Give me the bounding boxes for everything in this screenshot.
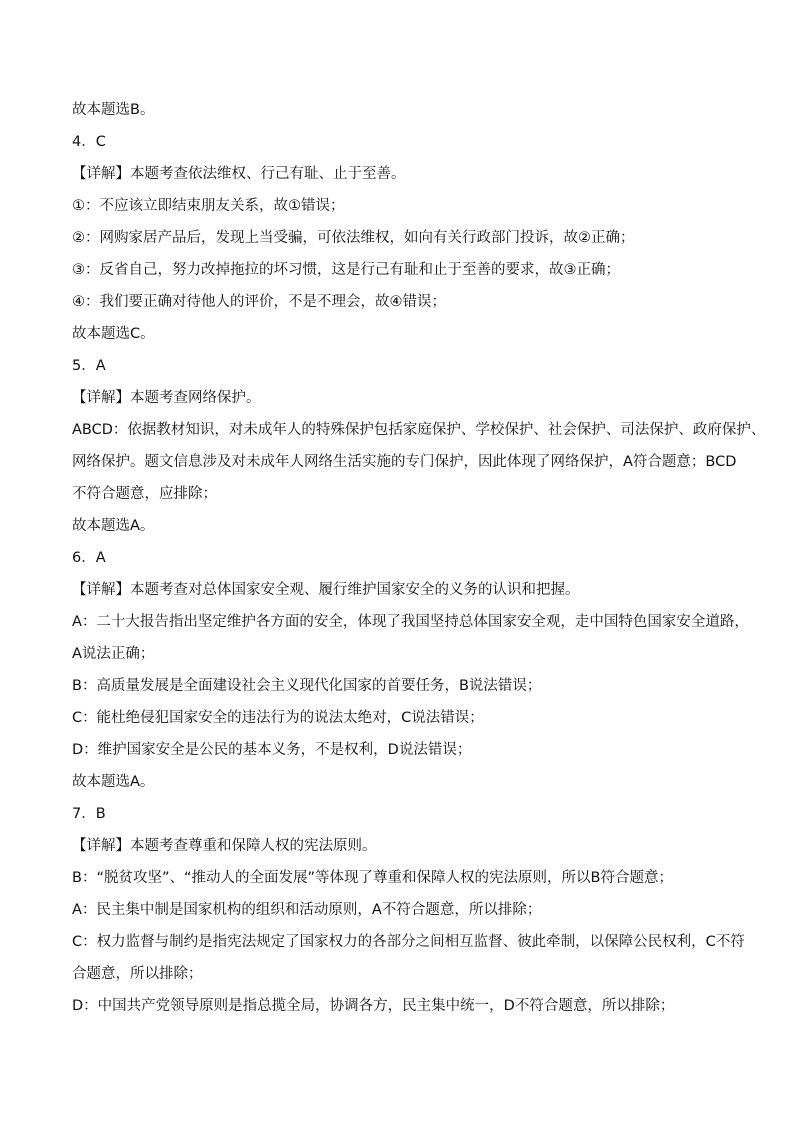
option-analysis: 网络保护。题文信息涉及对未成年人网络生活实施的专门保护，因此体现了网络保护，A符合题意；BCD bbox=[72, 454, 737, 470]
answer-conclusion: 故本题选B。 bbox=[72, 102, 155, 118]
option-analysis: A：二十大报告指出坚定维护各方面的安全，体现了我国坚持总体国家安全观，走中国特色国家安全道路， bbox=[72, 614, 749, 630]
option-analysis: D：维护国家安全是公民的基本义务，不是权利，D说法错误； bbox=[72, 742, 472, 758]
option-analysis: D：中国共产党领导原则是指总揽全局，协调各方，民主集中统一，D不符合题意，所以排除； bbox=[72, 998, 675, 1014]
option-analysis: ABCD：依据教材知识，对未成年人的特殊保护包括家庭保护、学校保护、社会保护、司法保护、政府保护、 bbox=[72, 422, 766, 438]
option-analysis: 合题意，所以排除； bbox=[72, 966, 203, 982]
explanation-intro: 【详解】本题考查依法维权、行己有耻、止于至善。 bbox=[72, 166, 406, 182]
option-analysis: B：高质量发展是全面建设社会主义现代化国家的首要任务，B说法错误； bbox=[72, 678, 542, 694]
option-analysis: C：权力监督与制约是指宪法规定了国家权力的各部分之间相互监督、彼此牵制，以保障公民权利，C不符 bbox=[72, 934, 745, 950]
answer-conclusion: 故本题选A。 bbox=[72, 774, 155, 790]
answer-heading: 7．B bbox=[72, 806, 106, 822]
answer-conclusion: 故本题选A。 bbox=[72, 518, 155, 534]
explanation-intro: 【详解】本题考查尊重和保障人权的宪法原则。 bbox=[72, 838, 377, 854]
option-analysis: ③：反省自己，努力改掉拖拉的坏习惯，这是行己有耻和止于至善的要求，故③正确； bbox=[72, 262, 620, 278]
option-analysis: 不符合题意，应排除； bbox=[72, 486, 217, 502]
option-analysis: C：能杜绝侵犯国家安全的违法行为的说法太绝对，C说法错误； bbox=[72, 710, 484, 726]
option-analysis: A说法正确； bbox=[72, 646, 155, 662]
answer-heading: 6．A bbox=[72, 550, 106, 566]
option-analysis: B：“脱贫攻坚”、“推动人的全面发展”等体现了尊重和保障人权的宪法原则，所以B符合题意； bbox=[72, 870, 673, 886]
option-analysis: ④：我们要正确对待他人的评价，不是不理会，故④错误； bbox=[72, 294, 446, 310]
option-analysis: A：民主集中制是国家机构的组织和活动原则，A不符合题意，所以排除； bbox=[72, 902, 542, 918]
option-analysis: ①：不应该立即结束朋友关系，故①错误； bbox=[72, 198, 345, 214]
explanation-intro: 【详解】本题考查网络保护。 bbox=[72, 390, 261, 406]
explanation-intro: 【详解】本题考查对总体国家安全观、履行维护国家安全的义务的认识和把握。 bbox=[72, 582, 580, 598]
answer-heading: 4．C bbox=[72, 134, 106, 150]
answer-heading: 5．A bbox=[72, 358, 106, 374]
answer-conclusion: 故本题选C。 bbox=[72, 326, 155, 342]
option-analysis: ②：网购家居产品后，发现上当受骗，可依法维权，如向有关行政部门投诉，故②正确； bbox=[72, 230, 635, 246]
